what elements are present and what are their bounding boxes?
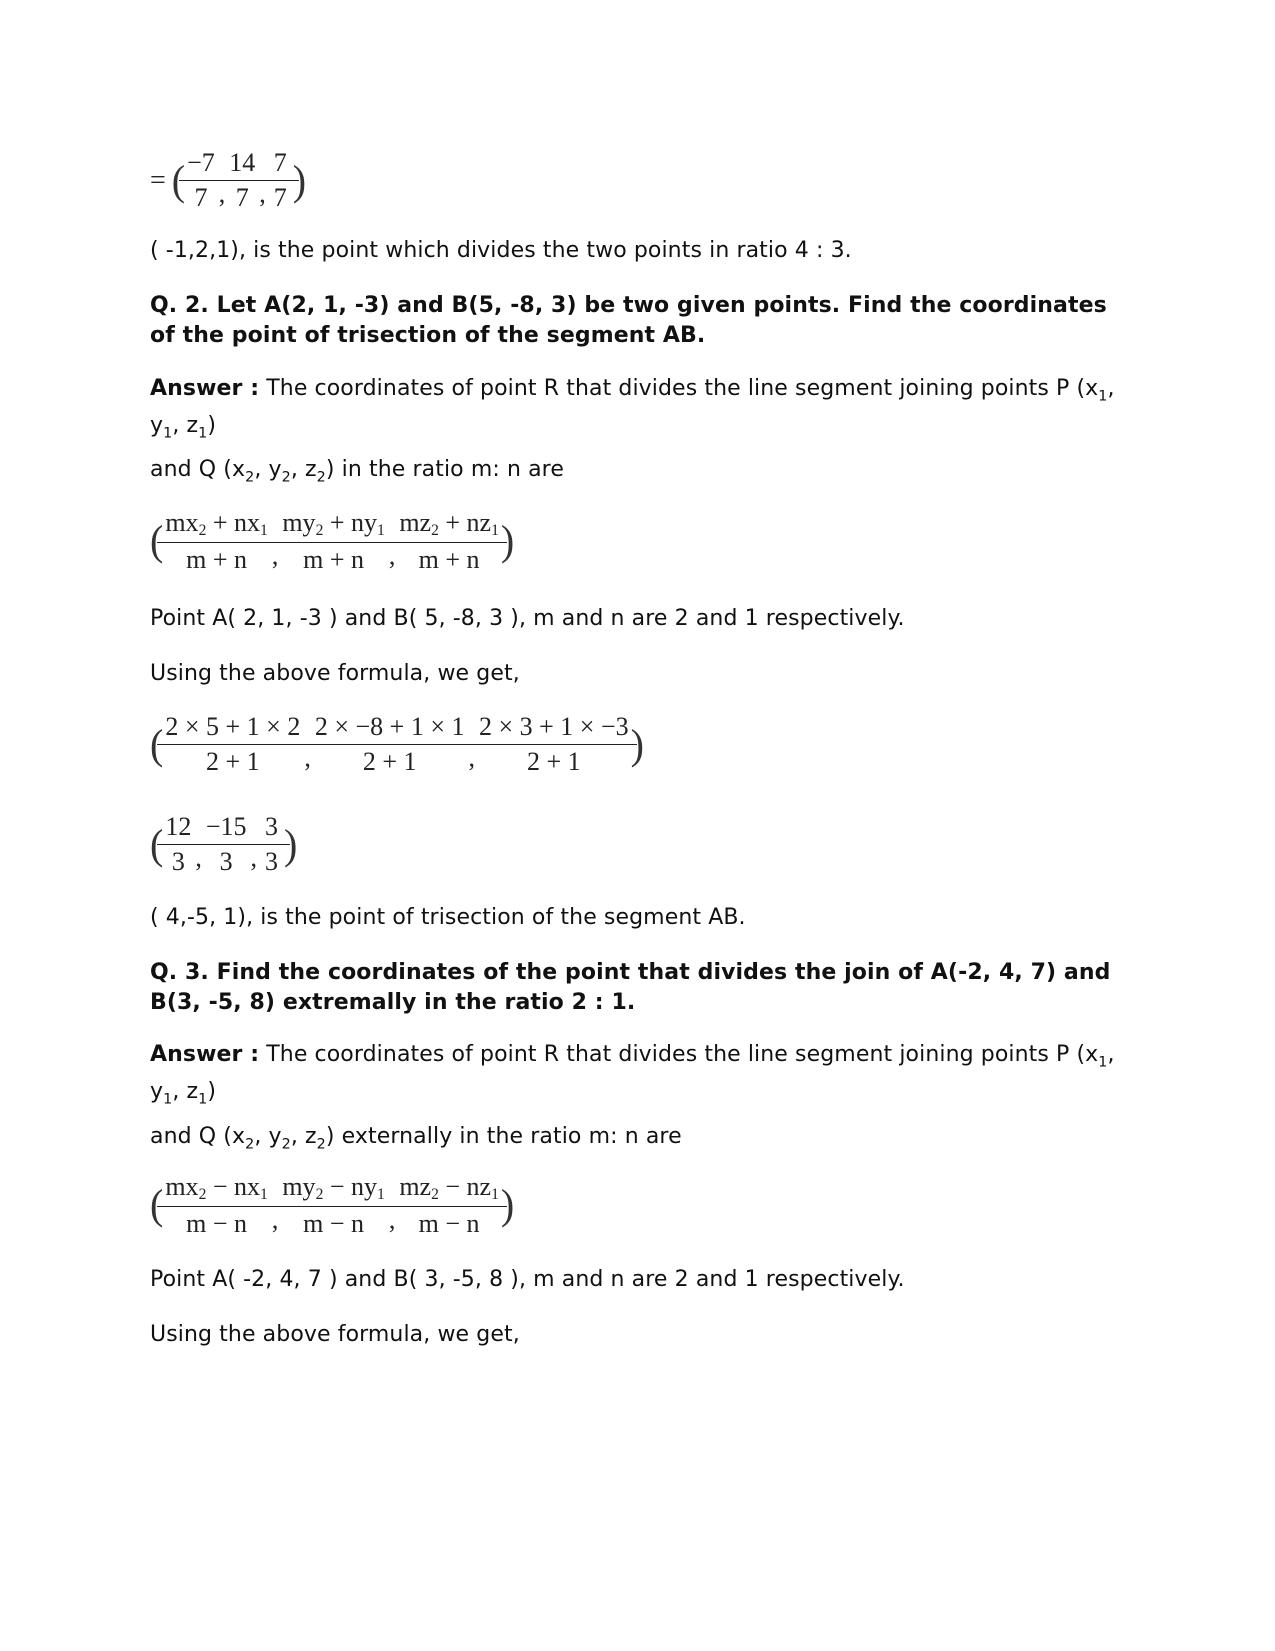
question-2: Q. 2. Let A(2, 1, -3) and B(5, -8, 3) be two given points. Find the coordinates of the point of trisection of the segment AB. [150,293,1107,348]
equals-sign: = [150,164,166,196]
substituted-equation-q2: ( $\frac{2 \times 5 + 1 \times 2}{2 + 1}$ , $\frac{2 \times -8 + 1 \times 1}{2 + 1}$ , $\frac{2 \times 3 + 1 \times -3}{2 + 1}$ ) [150,712,644,776]
answer-2-and-q: and Q ($x_2$, $y_2$, $z_2$) in the ratio m: n are [150,457,564,486]
fraction: $\frac{2 \times -8 + 1 \times 1}{2 + 1}$ [313,712,467,777]
equation-result-q1: = ( $\frac{-7}{7}$ , $\frac{14}{7}$ , $\frac{7}{7}$ ) [150,148,307,212]
fraction: $\frac{my2 - ny1}{m - n}$ [280,1172,387,1239]
fraction: $\frac{mz2 - nz1}{m - n}$ [397,1172,501,1239]
q2-using-formula: Using the above formula, we get, [150,661,520,686]
question-3: Q. 3. Find the coordinates of the point that divides the join of A(-2, 4, 7) and B(3, -5, 8) extremally in the ratio 2 : 1. [150,960,1111,1015]
answer-3-and-q: and Q ($x_2$, $y_2$, $z_2$) externally in the ratio m: n are [150,1124,682,1153]
q3-points: Point A( -2, 4, 7 ) and B( 3, -5, 8 ), m and n are 2 and 1 respectively. [150,1267,905,1292]
fraction: $\frac{3}{3}$ [259,812,284,877]
fraction: $\frac{mx2 - nx1}{m - n}$ [163,1172,270,1239]
q3-using-formula: Using the above formula, we get, [150,1322,520,1347]
fraction: $\frac{mx2 + nx1}{m + n}$ [163,508,270,575]
section-formula-external: ( $\frac{mx2 - nx1}{m - n}$ , $\frac{my2 - ny1}{m - n}$ , $\frac{mz2 - nz1}{m - n}$ ) [150,1172,515,1238]
result-equation-q2: ( $\frac{12}{3}$ , $\frac{-15}{3}$ , $\frac{3}{3}$ ) [150,812,298,876]
fraction: $\frac{-15}{3}$ [204,812,249,877]
fraction: $\frac{my2 + ny1}{m + n}$ [280,508,387,575]
q1-conclusion: ( -1,2,1), is the point which divides the two points in ratio 4 : 3. [150,238,852,263]
fraction: $\frac{mz2 + nz1}{m + n}$ [397,508,501,575]
fraction: $\frac{2 \times 3 + 1 \times -3}{2 + 1}$ [477,712,631,777]
fraction: $\frac{-7}{7}$ [185,148,217,213]
answer-label: Answer : [150,376,260,401]
fraction: $\frac{7}{7}$ [268,148,293,213]
answer-2-intro: Answer : The coordinates of point R that divides the line segment joining points P ($x_1$, $y_1$, $z_1$) [150,376,1115,442]
q2-points: Point A( 2, 1, -3 ) and B( 5, -8, 3 ), m and n are 2 and 1 respectively. [150,606,905,631]
fraction: $\frac{12}{3}$ [163,812,193,877]
answer-3-intro: Answer : The coordinates of point R that divides the line segment joining points P ($x_1$, $y_1$, $z_1$) [150,1042,1115,1108]
section-formula-internal: ( $\frac{mx2 + nx1}{m + n}$ , $\frac{my2 + ny1}{m + n}$ , $\frac{mz2 + nz1}{m + n}$ ) [150,508,515,574]
fraction: $\frac{2 \times 5 + 1 \times 2}{2 + 1}$ [163,712,302,777]
q2-conclusion: ( 4,-5, 1), is the point of trisection of the segment AB. [150,905,746,930]
answer-label: Answer : [150,1042,260,1067]
fraction: $\frac{14}{7}$ [227,148,257,213]
